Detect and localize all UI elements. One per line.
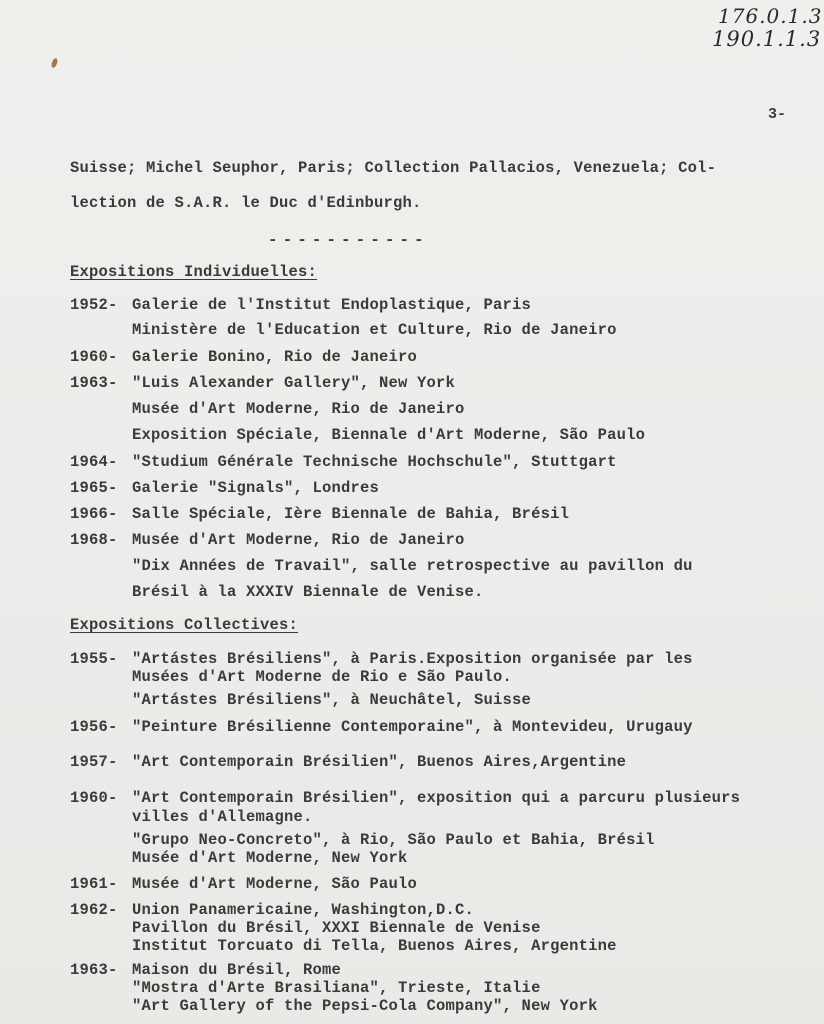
collective-exhibition-year: 1961- [70,875,118,893]
collective-exhibition-entry [70,921,541,937]
individual-exhibition-entry [70,481,379,497]
individual-exhibition-text: Exposition Spéciale, Biennale d'Art Moderne, São Paulo [132,426,646,444]
individual-exhibition-text: "Dix Années de Travail", salle retrospective au pavillon du [132,557,693,575]
collective-exhibition-entry [70,755,626,771]
collective-exhibition-entry [70,693,531,709]
heading-collective: Expositions Collectives: [70,616,299,634]
collective-exhibition-entry [70,833,655,849]
collective-exhibition-entry [70,810,313,826]
collective-exhibition-entry [70,791,740,807]
collective-exhibition-text: "Artástes Brésiliens", à Neuchâtel, Suisse [132,691,532,709]
collective-exhibition-text: Musée d'Art Moderne, São Paulo [132,875,418,893]
handwritten-reference-1: 176.0.1.3 [718,4,823,28]
collective-exhibition-entry [70,999,598,1015]
individual-exhibition-text: Galerie Bonino, Rio de Janeiro [132,348,418,366]
separator: ----------- [268,231,429,249]
collective-exhibition-year: 1957- [70,753,118,771]
page-number: 3- [768,106,787,123]
collective-exhibition-entry [70,652,693,668]
collective-exhibition-text: "Mostra d'Arte Brasiliana", Trieste, Italie [132,979,541,997]
collective-exhibition-year: 1955- [70,650,118,668]
individual-exhibition-year: 1965- [70,479,118,497]
collective-exhibition-entry [70,903,474,919]
collective-exhibition-text: "Art Contemporain Brésilien", Buenos Aires,Argentine [132,753,627,771]
individual-exhibition-text: Brésil à la XXXIV Biennale de Venise. [132,583,484,601]
collective-exhibition-text: Musées d'Art Moderne de Rio e São Paulo. [132,668,513,686]
collective-exhibition-entry [70,851,408,867]
intro-line-1: Suisse; Michel Seuphor, Paris; Collection Pallacios, Venezuela; Col- [70,159,717,177]
collective-exhibition-text: Musée d'Art Moderne, New York [132,849,408,867]
collective-exhibition-text: Institut Torcuato di Tella, Buenos Aires, Argentine [132,937,617,955]
collective-exhibition-text: "Grupo Neo-Concreto", à Rio, São Paulo et Bahia, Brésil [132,831,655,849]
individual-exhibition-year: 1968- [70,531,118,549]
intro-line-2: lection de S.A.R. le Duc d'Edinburgh. [70,194,422,212]
individual-exhibition-year: 1963- [70,374,118,392]
handwritten-reference-2: 190.1.1.3 [712,27,822,51]
collective-exhibition-text: "Artástes Brésiliens", à Paris.Exposition organisée par les [132,650,693,668]
individual-exhibition-text: Musée d'Art Moderne, Rio de Janeiro [132,531,465,549]
collective-exhibition-text: Maison du Brésil, Rome [132,961,342,979]
individual-exhibition-entry [70,585,484,601]
individual-exhibition-entry [70,455,617,471]
collective-exhibition-text: "Art Contemporain Brésilien", exposition qui a parcuru plusieurs [132,789,741,807]
collective-exhibition-text: villes d'Allemagne. [132,808,313,826]
heading-individual: Expositions Individuelles: [70,263,318,281]
individual-exhibition-entry [70,298,531,314]
collective-exhibition-entry [70,720,693,736]
individual-exhibition-entry [70,559,693,575]
individual-exhibition-entry [70,533,465,549]
collective-exhibition-text: "Art Gallery of the Pepsi-Cola Company", New York [132,997,598,1015]
individual-exhibition-entry [70,428,645,444]
individual-exhibition-text: Ministère de l'Education et Culture, Rio de Janeiro [132,321,617,339]
collective-exhibition-entry [70,670,512,686]
individual-exhibition-year: 1964- [70,453,118,471]
collective-exhibition-entry [70,939,617,955]
collective-exhibition-text: Pavillon du Brésil, XXXI Biennale de Venise [132,919,541,937]
collective-exhibition-text: Union Panamericaine, Washington,D.C. [132,901,475,919]
individual-exhibition-entry [70,507,569,523]
collective-exhibition-year: 1963- [70,961,118,979]
individual-exhibition-entry [70,376,455,392]
individual-exhibition-text: "Studium Générale Technische Hochschule", Stuttgart [132,453,617,471]
collective-exhibition-entry [70,981,541,997]
ink-stain [50,57,58,68]
individual-exhibition-text: Musée d'Art Moderne, Rio de Janeiro [132,400,465,418]
individual-exhibition-entry [70,323,617,339]
collective-exhibition-entry [70,877,417,893]
individual-exhibition-text: "Luis Alexander Gallery", New York [132,374,456,392]
collective-exhibition-year: 1962- [70,901,118,919]
individual-exhibition-year: 1966- [70,505,118,523]
individual-exhibition-text: Salle Spéciale, Ière Biennale de Bahia, Brésil [132,505,570,523]
collective-exhibition-year: 1960- [70,789,118,807]
individual-exhibition-entry [70,350,417,366]
collective-exhibition-entry [70,963,341,979]
collective-exhibition-text: "Peinture Brésilienne Contemporaine", à Montevideu, Urugauy [132,718,693,736]
individual-exhibition-year: 1952- [70,296,118,314]
individual-exhibition-year: 1960- [70,348,118,366]
individual-exhibition-entry [70,402,465,418]
individual-exhibition-text: Galerie "Signals", Londres [132,479,380,497]
individual-exhibition-text: Galerie de l'Institut Endoplastique, Paris [132,296,532,314]
collective-exhibition-year: 1956- [70,718,118,736]
